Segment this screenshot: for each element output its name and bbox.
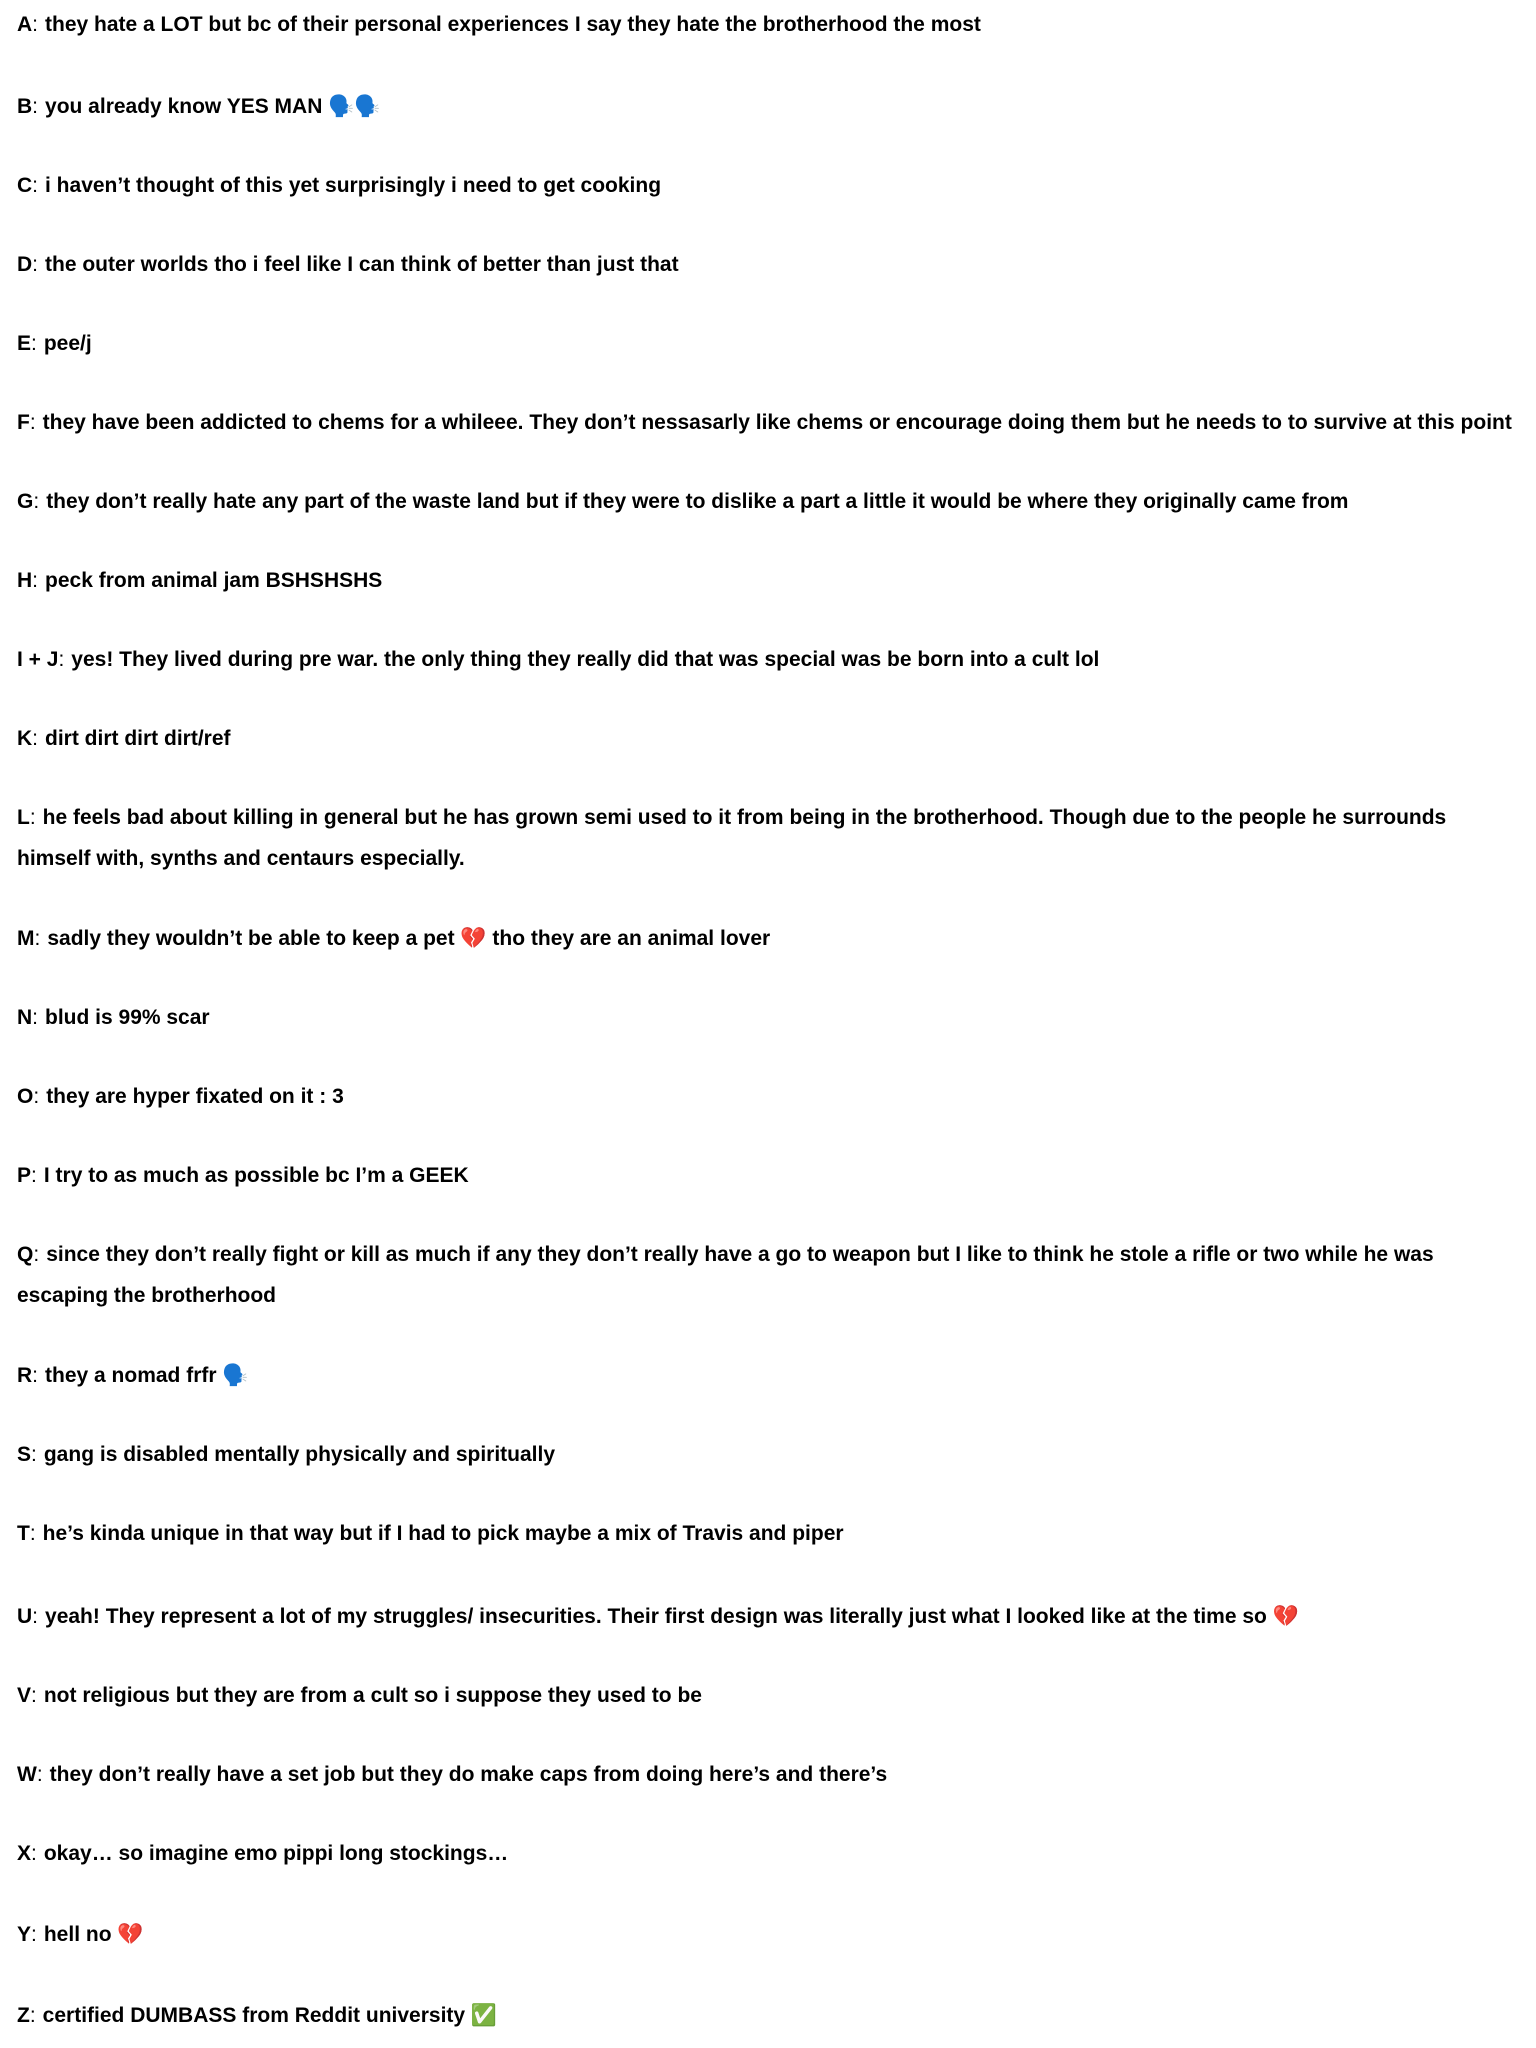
answer-text: since they don’t really fight or kill as much if any they don’t really have a go to weapon but I like to think he stole a rifle or two while he was escaping the brotherhood <box>17 1243 1434 1307</box>
answer-letter: L <box>17 806 30 829</box>
answer-letter: S <box>17 1443 32 1466</box>
answer-v: V: not religious but they are from a cult so i suppose they used to be <box>17 1684 702 1707</box>
answer-p: P: I try to as much as possible bc I’m a GEEK <box>17 1164 469 1187</box>
answer-text: gang is disabled mentally physically and spiritually <box>43 1443 556 1466</box>
answer-letter: E <box>17 332 32 355</box>
answer-letter: D <box>17 253 33 276</box>
answer-text: he’s kinda unique in that way but if I had to pick maybe a mix of Travis and piper <box>42 1522 844 1545</box>
answer-letter: Q <box>17 1243 34 1266</box>
answer-text: dirt dirt dirt dirt/ref <box>45 727 231 750</box>
answer-text: not religious but they are from a cult so i suppose they used to be <box>43 1684 702 1707</box>
answer-d: D: the outer worlds tho i feel like I can think of better than just that <box>17 253 679 276</box>
answer-letter: U <box>17 1605 33 1628</box>
answer-letter: Z <box>17 2004 30 2027</box>
answer-f: F: they have been addicted to chems for a whileee. They don’t nessasarly like chems or encourage doing them but he needs to to survive at this point <box>17 411 1512 434</box>
answer-letter: B <box>17 95 33 118</box>
answer-text: pee/j <box>43 332 92 355</box>
answer-text: yes! They lived during pre war. the only thing they really did that was special was be born into a cult lol <box>71 648 1100 671</box>
answer-text: they a nomad frfr 🗣️ <box>45 1364 249 1387</box>
answer-k: K: dirt dirt dirt dirt/ref <box>17 727 231 750</box>
answer-text: they don’t really have a set job but they do make caps from doing here’s and there’s <box>49 1763 888 1786</box>
answer-letter: F <box>17 411 30 434</box>
answer-letter: H <box>17 569 33 592</box>
answer-letter: P <box>17 1164 32 1187</box>
answer-letter: X <box>17 1842 32 1865</box>
answer-q: Q: since they don’t really fight or kill as much if any they don’t really have a go to weapon but I like to think he stole a rifle or two while he was escaping the brotherhood <box>17 1243 1434 1307</box>
answer-b: B: you already know YES MAN 🗣️🗣️ <box>17 95 381 118</box>
answer-letter: N <box>17 1006 33 1029</box>
answer-text: certified DUMBASS from Reddit university ✅ <box>42 2004 498 2027</box>
answer-text: hell no 💔 <box>43 1923 144 1946</box>
answer-y: Y: hell no 💔 <box>17 1923 144 1946</box>
answer-letter: A <box>17 13 33 36</box>
answer-i-j: I + J: yes! They lived during pre war. the only thing they really did that was special was be born into a cult lol <box>17 648 1100 671</box>
answer-letter: M <box>17 927 35 950</box>
answer-text: I try to as much as possible bc I’m a GEEK <box>43 1164 469 1187</box>
answer-h: H: peck from animal jam BSHSHSHS <box>17 569 383 592</box>
answer-l: L: he feels bad about killing in general but he has grown semi used to it from being in the brotherhood. Though due to the people he surrounds himself with, synths and centaurs especially. <box>17 806 1447 870</box>
answer-text: he feels bad about killing in general but he has grown semi used to it from being in the brotherhood. Though due to the people he surrounds himself with, synths and centaurs especially. <box>17 806 1447 870</box>
answer-n: N: blud is 99% scar <box>17 1006 210 1029</box>
answer-z: Z: certified DUMBASS from Reddit university ✅ <box>17 2004 498 2027</box>
answer-x: X: okay… so imagine emo pippi long stockings… <box>17 1842 509 1865</box>
answer-text: they are hyper fixated on it : 3 <box>46 1085 344 1108</box>
answer-m: M: sadly they wouldn’t be able to keep a pet 💔 tho they are an animal lover <box>17 927 771 950</box>
answer-letter: W <box>17 1763 37 1786</box>
answer-text: blud is 99% scar <box>45 1006 210 1029</box>
answer-text: okay… so imagine emo pippi long stockings… <box>43 1842 509 1865</box>
answer-letter: I + J <box>17 648 59 671</box>
answer-letter: O <box>17 1085 34 1108</box>
answer-text: peck from animal jam BSHSHSHS <box>45 569 383 592</box>
answer-text: i haven’t thought of this yet surprisingly i need to get cooking <box>45 174 662 197</box>
answer-text: they hate a LOT but bc of their personal experiences I say they hate the brotherhood the most <box>45 13 981 36</box>
answer-text: the outer worlds tho i feel like I can think of better than just that <box>45 253 679 276</box>
answer-w: W: they don’t really have a set job but they do make caps from doing here’s and there’s <box>17 1763 888 1786</box>
answer-o: O: they are hyper fixated on it : 3 <box>17 1085 344 1108</box>
answer-c: C: i haven’t thought of this yet surprisingly i need to get cooking <box>17 174 662 197</box>
answer-r: R: they a nomad frfr 🗣️ <box>17 1364 249 1387</box>
answer-letter: V <box>17 1684 32 1707</box>
answer-letter: T <box>17 1522 30 1545</box>
answer-text: they don’t really hate any part of the waste land but if they were to dislike a part a little it would be where they originally came from <box>46 490 1349 513</box>
answer-e: E: pee/j <box>17 332 92 355</box>
answer-text: sadly they wouldn’t be able to keep a pet 💔 tho they are an animal lover <box>47 927 771 950</box>
answer-text: you already know YES MAN 🗣️🗣️ <box>45 95 381 118</box>
answer-text: they have been addicted to chems for a whileee. They don’t nessasarly like chems or encourage doing them but he needs to to survive at this point <box>42 411 1512 434</box>
answer-s: S: gang is disabled mentally physically and spiritually <box>17 1443 556 1466</box>
answer-a: A: they hate a LOT but bc of their personal experiences I say they hate the brotherhood the most <box>17 13 981 36</box>
answer-letter: K <box>17 727 33 750</box>
answer-text: yeah! They represent a lot of my struggles/ insecurities. Their first design was literally just what I looked like at the time so 💔 <box>45 1605 1299 1628</box>
answer-letter: C <box>17 174 33 197</box>
answer-t: T: he’s kinda unique in that way but if I had to pick maybe a mix of Travis and piper <box>17 1522 844 1545</box>
answer-letter: G <box>17 490 34 513</box>
answer-u: U: yeah! They represent a lot of my struggles/ insecurities. Their first design was literally just what I looked like at the time so 💔 <box>17 1605 1299 1628</box>
answer-letter: R <box>17 1364 33 1387</box>
answer-letter: Y <box>17 1923 32 1946</box>
answer-g: G: they don’t really hate any part of the waste land but if they were to dislike a part a little it would be where they originally came from <box>17 490 1349 513</box>
